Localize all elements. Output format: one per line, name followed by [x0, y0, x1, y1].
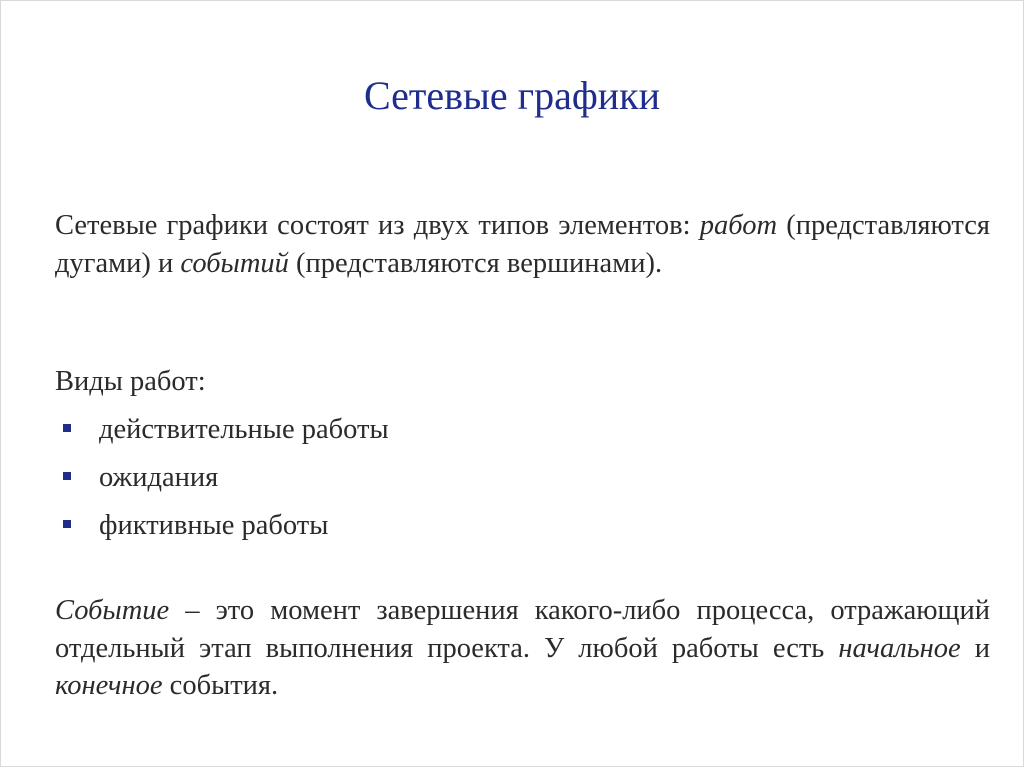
definition-text-2: и [960, 632, 990, 664]
list-item [55, 459, 389, 507]
square-bullet-icon [63, 520, 71, 528]
intro-term-events: событий [180, 247, 289, 279]
definition-text-3: события. [162, 670, 279, 701]
work-types-list [55, 411, 389, 555]
list-item-label: фиктивные работы [99, 510, 329, 541]
definition-term-final: конечное [55, 670, 163, 701]
intro-text-2: (представляются дугами) и [55, 210, 990, 279]
list-item-label: действительные работы [99, 414, 389, 445]
definition-paragraph [55, 592, 990, 705]
definition-text-1: – это момент завершения какого-либо процесса, отражающий отдельный этап выполнения проекта. У любой работы есть [55, 595, 990, 664]
square-bullet-icon [63, 424, 71, 432]
square-bullet-icon [63, 472, 71, 480]
intro-term-works: работ [699, 210, 778, 241]
work-types-heading: Виды работ: [55, 366, 206, 397]
list-item [55, 507, 389, 555]
intro-text-3: (представляются вершинами). [288, 247, 663, 279]
definition-term-initial: начальное [838, 632, 961, 664]
slide-title: Сетевые графики [364, 73, 660, 118]
list-item-label: ожидания [99, 462, 219, 493]
list-item [55, 411, 389, 459]
intro-paragraph [55, 207, 990, 282]
intro-text-1: Сетевые графики состоят из двух типов элементов: [55, 210, 700, 241]
definition-term-event: Событие [55, 595, 170, 626]
